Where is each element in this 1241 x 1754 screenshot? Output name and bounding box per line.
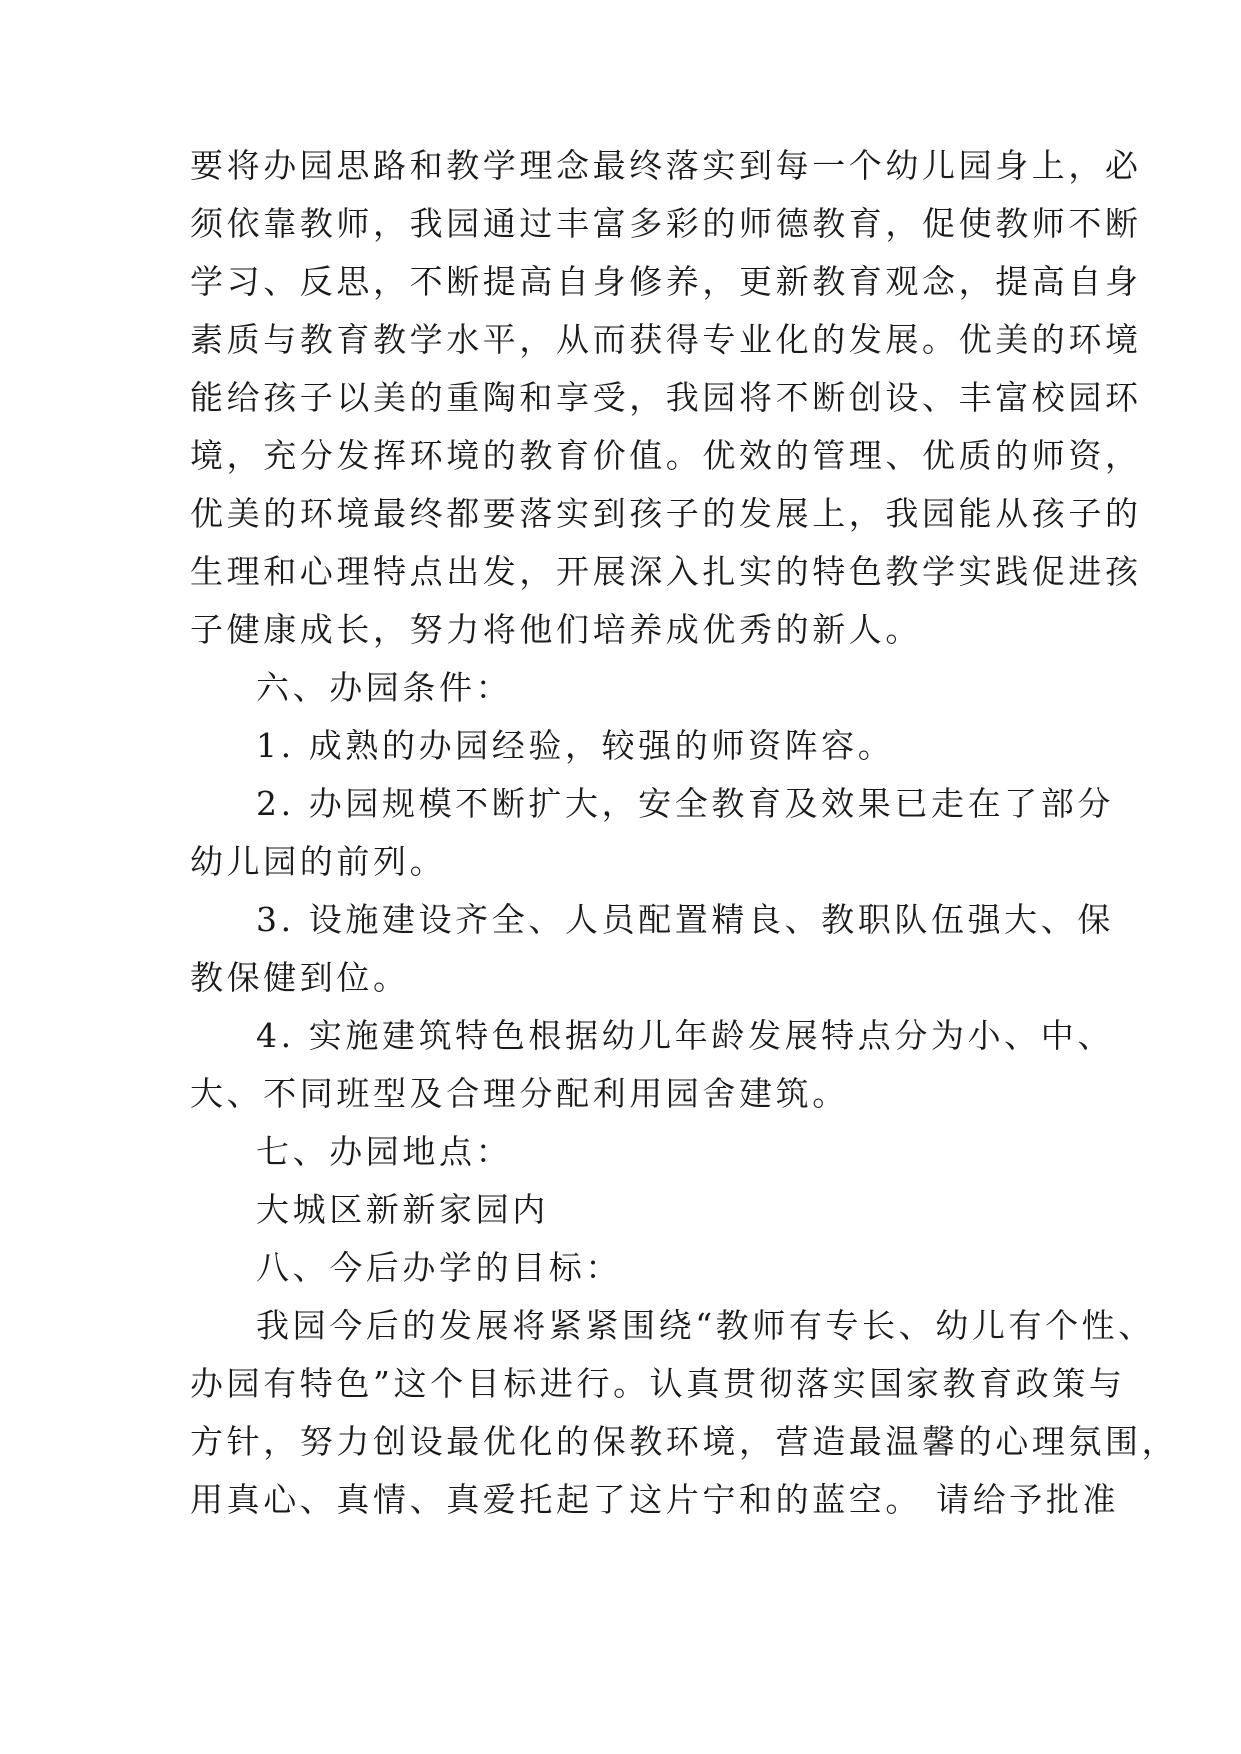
- body-text-line: 子健康成长，努力将他们培养成优秀的新人。: [190, 610, 922, 649]
- body-text-line: 大城区新新家园内: [256, 1190, 549, 1229]
- body-text-line: 优美的环境最终都要落实到孩子的发展上，我园能从孩子的: [190, 494, 1142, 533]
- list-item: 3. 设施建设齐全、人员配置精良、教职队伍强大、保: [256, 900, 1114, 939]
- section-heading: 六、办园条件：: [256, 668, 513, 707]
- body-text-line: 我园今后的发展将紧紧围绕“教师有专长、幼儿有个性、: [256, 1306, 1155, 1345]
- section-heading: 七、办园地点：: [256, 1132, 513, 1171]
- list-item: 2. 办园规模不断扩大，安全教育及效果已走在了部分: [256, 784, 1114, 823]
- body-text-line: 素质与教育教学水平，从而获得专业化的发展。优美的环境: [190, 320, 1142, 359]
- section-heading: 八、今后办学的目标：: [256, 1248, 622, 1287]
- body-text-line: 生理和心理特点出发，开展深入扎实的特色教学实践促进孩: [190, 552, 1142, 591]
- body-text-line: 学习、反思，不断提高自身修养，更新教育观念，提高自身: [190, 262, 1142, 301]
- list-item: 4. 实施建筑特色根据幼儿年龄发展特点分为小、中、: [256, 1016, 1114, 1055]
- list-item-continuation: 大、不同班型及合理分配利用园舍建筑。: [190, 1074, 849, 1113]
- body-text-line: 办园有特色”这个目标进行。认真贯彻落实国家教育政策与: [190, 1364, 1126, 1403]
- body-text-line: 须依靠教师，我园通过丰富多彩的师德教育，促使教师不断: [190, 204, 1142, 243]
- body-text-line: 方针，努力创设最优化的保教环境，营造最温馨的心理氛围，: [190, 1422, 1179, 1461]
- list-item-continuation: 幼儿园的前列。: [190, 842, 447, 881]
- list-item-continuation: 教保健到位。: [190, 958, 410, 997]
- body-text-line: 境，充分发挥环境的教育价值。优效的管理、优质的师资，: [190, 436, 1142, 475]
- list-item: 1. 成熟的办园经验，较强的师资阵容。: [256, 726, 895, 765]
- body-text-line: 能给孩子以美的重陶和享受，我园将不断创设、丰富校园环: [190, 378, 1142, 417]
- body-text-line: 用真心、真情、真爱托起了这片宁和的蓝空。 请给予批准: [190, 1480, 1120, 1519]
- body-text-line: 要将办园思路和教学理念最终落实到每一个幼儿园身上，必: [190, 146, 1142, 185]
